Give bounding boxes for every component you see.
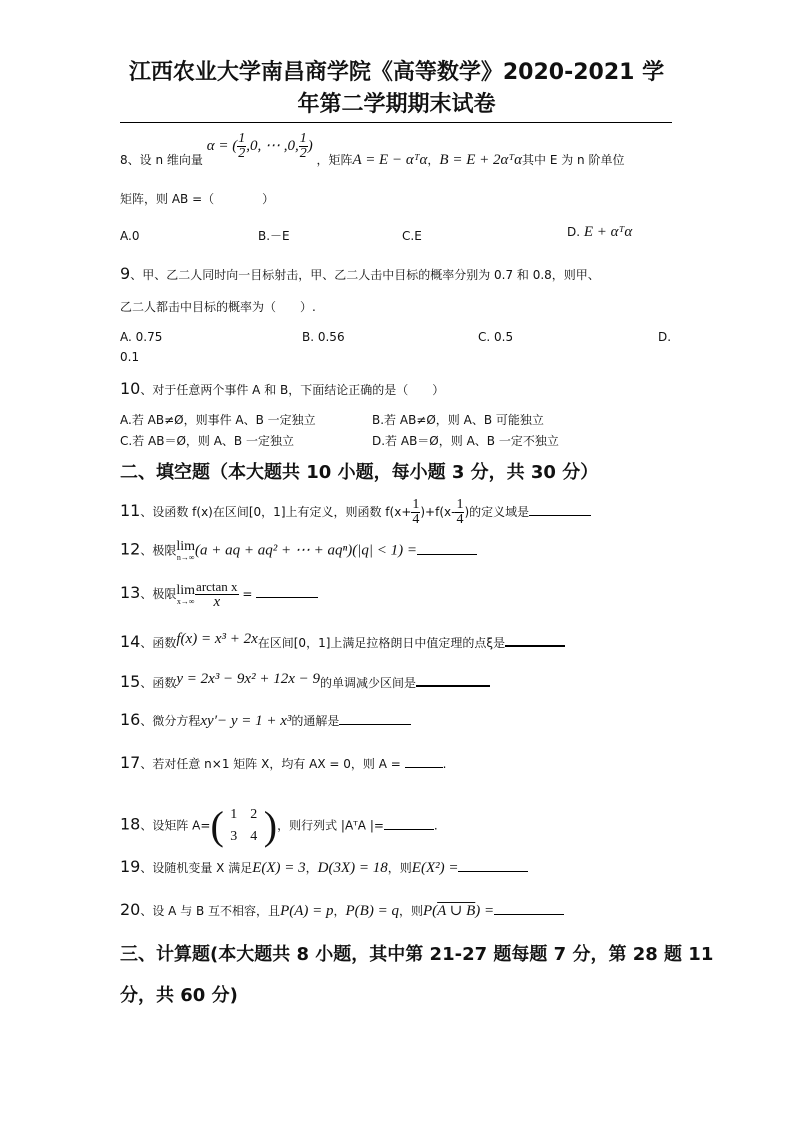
q8-alpha: α = ( $\frac{1}{2}$ ,0, ⋯ ,0, $\frac{1}{2}$ ) [206,131,313,161]
question-19: 19、设随机变量 X 满足E(X) = 3，D(3X) = 18，则E(X²) = [120,859,528,876]
answer-blank [339,724,411,725]
section-2-heading: 二、填空题（本大题共 10 小题，每小题 3 分，共 30 分） [120,462,599,483]
question-13: 13、极限 lim x→∞ $\frac{\text{arctan x}}{x}$ = [120,580,318,609]
question-10: 10、对于任意两个事件 A 和 B，下面结论正确的是（ ） [120,379,445,398]
answer-blank [494,914,564,915]
section-3-heading: 三、计算题(本大题共 8 小题，其中第 21-27 题每题 7 分，第 28 题 11 [120,944,714,965]
answer-blank [458,871,528,872]
q10-option-a: A.若 AB≠Ø，则事件 A、B 一定独立 [120,413,316,427]
q9-option-a: A. 0.75 [120,330,163,344]
question-11: 11、设函数 f(x)在区间[0，1]上有定义，则函数 f(x+ $\frac{1}{4}$ )+f(x- $\frac{1}{4}$ )的定义域是 [120,498,591,527]
q8-option-c: C.E [402,229,422,243]
q9-option-d: D. [658,330,672,344]
q8-line2: 矩阵，则 AB =（ ） [120,192,275,206]
section-3-heading-line2: 分，共 60 分) [120,985,238,1006]
answer-blank [384,829,434,830]
question-18: 18、设矩阵 A= ( 1 2 3 4 ) ，则行列式 |AᵀA |= . [120,803,438,848]
question-20: 20、设 A 与 B 互不相容，且P(A) = p，P(B) = q，则P(A ∪ B) = [120,902,564,919]
answer-blank [417,554,477,555]
answer-blank [405,767,443,768]
q8-text: 其中 E 为 n 阶单位 [522,152,625,167]
title-rule [120,122,672,123]
question-8 [120,131,625,175]
title-line-2: 年第二学期期末试卷 [297,92,496,117]
q9-option-d-value: 0.1 [120,350,140,364]
answer-blank [505,645,565,647]
q8-sep: ， [427,152,440,167]
answer-blank [256,597,318,598]
q8-matrix-b: B = E + 2αᵀα [439,151,523,168]
q8-option-a: A.0 [120,229,140,243]
question-9: 9、甲、乙二人同时向一目标射击，甲、乙二人击中目标的概率分别为 0.7 和 0.8，则甲、 [120,264,600,283]
q9-line2: 乙二人都击中目标的概率为（ ）. [120,300,316,314]
question-17: 17、若对任意 n×1 矩阵 X，均有 AX = 0，则 A = . [120,753,447,772]
q9-option-c: C. 0.5 [478,330,514,344]
question-14: 14、函数f(x) = x³ + 2x在区间[0，1]上满足拉格朗日中值定理的点ξ是 [120,634,565,651]
q10-option-b: B.若 AB≠Ø，则 A、B 可能独立 [372,413,544,427]
question-15: 15、函数y = 2x³ − 9x² + 12x − 9的单调减少区间是 [120,674,490,691]
q8-text: ，矩阵 [316,152,353,167]
title-line-1: 江西农业大学南昌商学院《高等数学》2020-2021 学 [128,60,665,85]
q8-option-d: D. E + αᵀα [567,224,633,240]
q8-option-b: B.－E [258,229,290,243]
matrix-a: ( 1 2 3 4 ) [210,803,278,848]
question-16: 16、微分方程xy′− y = 1 + x³的通解是 [120,712,411,729]
q10-option-c: C.若 AB＝Ø，则 A、B 一定独立 [120,434,294,448]
q8-matrix-a: A = E − αᵀα [352,151,428,168]
question-12: 12、极限 lim n→∞ (a + aq + aq² + ⋯ + aqⁿ)(|q| < 1) = [120,540,477,562]
q9-option-b: B. 0.56 [302,330,345,344]
q8-text: 8、设 n 维向量 [120,152,203,167]
q10-option-d: D.若 AB＝Ø，则 A、B 一定不独立 [372,434,559,448]
answer-blank [529,515,591,516]
answer-blank [416,685,490,687]
